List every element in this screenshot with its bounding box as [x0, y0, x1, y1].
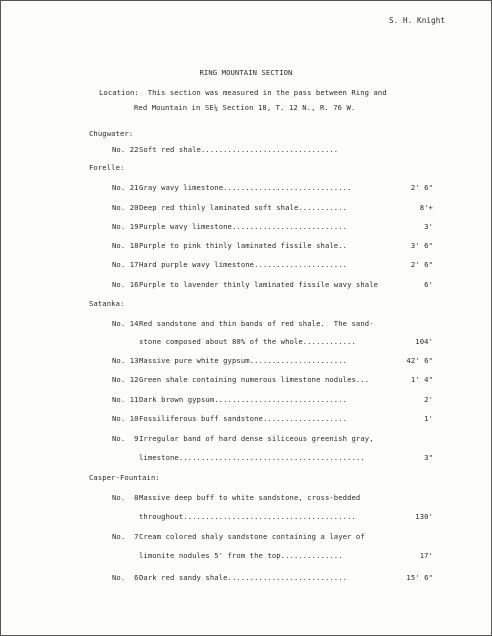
location-line-1: Location: This section was measured in the pass between Ring and: [99, 88, 387, 97]
bed-number: No. 17: [112, 260, 139, 269]
bed-thickness: 2' 6": [410, 183, 433, 192]
formation-forelle: Forelle:: [89, 163, 125, 172]
bed-thickness: 17': [419, 551, 433, 560]
bed-thickness: 2': [424, 395, 433, 404]
bed-description-continued: limonite nodules 5' from the top..............: [139, 551, 343, 560]
bed-number: No. 13: [112, 356, 139, 365]
bed-thickness: 6': [424, 280, 433, 289]
bed-number: No. 18: [112, 241, 139, 250]
bed-description: Purple to pink thinly laminated fissile shale..: [139, 241, 348, 250]
bed-thickness: 3': [424, 222, 433, 231]
formation-chugwater: Chugwater:: [89, 129, 134, 138]
bed-description: Fossiliferous buff sandstone...................: [139, 414, 348, 423]
bed-description: Dark red sandy shale...........................: [139, 573, 348, 582]
bed-thickness: 3": [424, 453, 433, 462]
bed-number: No. 6: [112, 573, 139, 582]
bed-number: No. 14: [112, 319, 139, 328]
bed-number: No. 22: [112, 145, 139, 154]
bed-description: Cream colored shaly sandstone containing a layer of: [139, 532, 365, 541]
formation-satanka: Satanka:: [89, 299, 125, 308]
bed-thickness: 8'+: [419, 203, 433, 212]
bed-description: Massive pure white gypsum......................: [139, 356, 348, 365]
bed-thickness: 1' 4": [410, 375, 433, 384]
bed-thickness: 130': [415, 512, 433, 521]
bed-thickness: 1': [424, 414, 433, 423]
bed-number: No. 9: [112, 434, 139, 443]
bed-description: Purple wavy limestone..........................: [139, 222, 348, 231]
bed-thickness: 104': [415, 337, 433, 346]
bed-description-continued: stone composed about 80% of the whole............: [139, 337, 356, 346]
bed-number: No. 19: [112, 222, 139, 231]
bed-number: No. 20: [112, 203, 139, 212]
bed-number: No. 8: [112, 493, 139, 502]
bed-thickness: 42' 6": [406, 356, 433, 365]
bed-description: Soft red shale...............................: [139, 145, 339, 154]
bed-number: No. 21: [112, 183, 139, 192]
bed-description: Massive deep buff to white sandstone, cross-bedded: [139, 493, 361, 502]
bed-description: Hard purple wavy limestone.....................: [139, 260, 348, 269]
bed-description-continued: throughout.......................................: [139, 512, 356, 521]
bed-description: Deep red thinly laminated soft shale...........: [139, 203, 348, 212]
bed-thickness: 15' 6": [406, 573, 433, 582]
location-line-2: Red Mountain in SE¼ Section 18, T. 12 N., R. 76 W.: [134, 103, 356, 112]
formation-casper-fountain: Casper-Fountain:: [89, 473, 160, 482]
bed-description: Green shale containing numerous limestone nodules...: [139, 375, 370, 384]
bed-description: Dark brown gypsum..............................: [139, 395, 348, 404]
bed-description: Purple to lavender thinly laminated fissile wavy shale: [139, 280, 379, 289]
bed-description: Red sandstone and thin bands of red shale. The sand-: [139, 319, 374, 328]
section-title: RING MOUNTAIN SECTION: [199, 68, 293, 77]
bed-number: No. 7: [112, 532, 139, 541]
bed-number: No. 11: [112, 395, 139, 404]
bed-number: No. 12: [112, 375, 139, 384]
bed-thickness: 2' 6": [410, 260, 433, 269]
bed-description: Irregular band of hard dense siliceous greenish gray,: [139, 434, 374, 443]
author-name: S. H. Knight: [389, 16, 446, 25]
bed-description-continued: limestone..........................................: [139, 453, 365, 462]
bed-number: No. 10: [112, 414, 139, 423]
bed-description: Gray wavy limestone.............................: [139, 183, 352, 192]
bed-number: No. 16: [112, 280, 139, 289]
bed-thickness: 3' 6": [410, 241, 433, 250]
